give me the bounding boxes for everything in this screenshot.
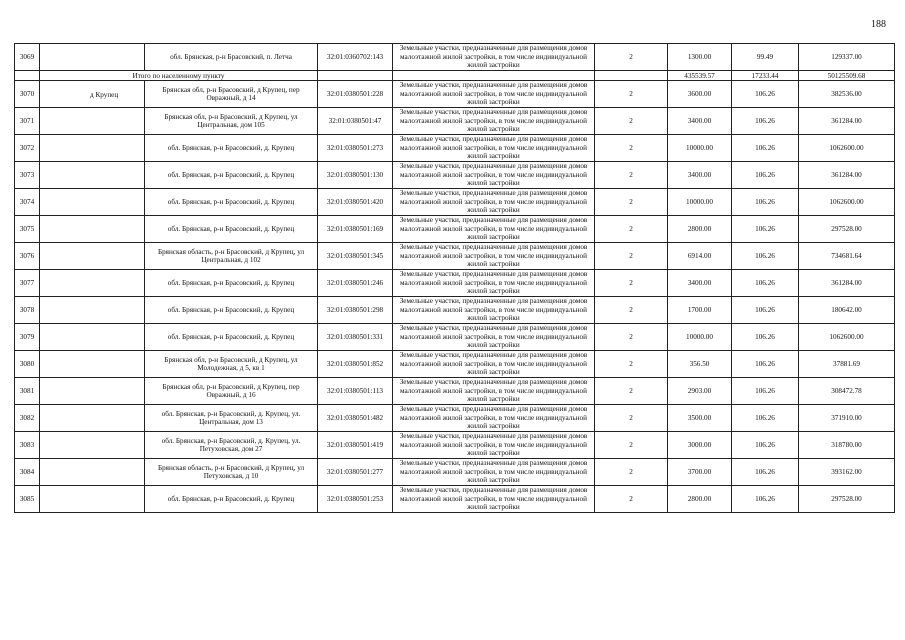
cadastral-number-cell: 32:01:0380501:113	[318, 378, 393, 405]
table-row	[15, 378, 895, 405]
group-cell: 2	[595, 378, 668, 405]
value-cell: 1062600.00	[799, 189, 895, 216]
price-cell: 106.26	[732, 459, 799, 486]
row-number: 3083	[15, 432, 40, 459]
row-number: 3070	[15, 81, 40, 108]
row-number: 3079	[15, 324, 40, 351]
cadastral-number-cell: 32:01:0380501:482	[318, 405, 393, 432]
price-cell: 106.26	[732, 405, 799, 432]
address-cell: Брянская обл, р-н Брасовский, д Крупец, пер Овражный, д 16	[145, 378, 318, 405]
cadastral-number-cell: 32:01:0380501:345	[318, 243, 393, 270]
group-cell: 2	[595, 297, 668, 324]
row-number: 3075	[15, 216, 40, 243]
table-row	[15, 243, 895, 270]
settlement-cell	[40, 297, 145, 324]
area-cell: 3700.00	[668, 459, 732, 486]
purpose-cell: Земельные участки, предназначенные для размещения домов малоэтажной жилой застройки, в том числе индивидуальной жилой застройки	[393, 189, 595, 216]
table-row	[15, 459, 895, 486]
address-cell: Брянская обл, р-н Брасовский, д Крупец, ул Молодежная, д 5, кв 1	[145, 351, 318, 378]
settlement-cell	[40, 108, 145, 135]
page-number: 188	[871, 19, 886, 30]
purpose-cell: Земельные участки, предназначенные для размещения домов малоэтажной жилой застройки, в том числе индивидуальной жилой застройки	[393, 297, 595, 324]
cadastral-number-cell: 32:01:0380501:277	[318, 459, 393, 486]
purpose-cell: Земельные участки, предназначенные для размещения домов малоэтажной жилой застройки, в том числе индивидуальной жилой застройки	[393, 135, 595, 162]
cadastral-number-cell: 32:01:0380501:228	[318, 81, 393, 108]
price-cell: 106.26	[732, 378, 799, 405]
cadastral-number-cell: 32:01:0380501:419	[318, 432, 393, 459]
purpose-cell: Земельные участки, предназначенные для размещения домов малоэтажной жилой застройки, в том числе индивидуальной жилой застройки	[393, 459, 595, 486]
settlement-cell	[40, 324, 145, 351]
address-cell: обл. Брянская, р-н Брасовский, д. Крупец, ул. Центральная, дом 13	[145, 405, 318, 432]
price-cell: 106.26	[732, 135, 799, 162]
group-cell: 2	[595, 189, 668, 216]
row-number: 3069	[15, 44, 40, 71]
group-cell: 2	[595, 405, 668, 432]
settlement-cell	[40, 351, 145, 378]
area-cell: 10000.00	[668, 324, 732, 351]
table-row	[15, 351, 895, 378]
row-number: 3073	[15, 162, 40, 189]
address-cell: Брянская обл, р-н Брасовский, д Крупец, ул Центральная, дом 105	[145, 108, 318, 135]
settlement-cell	[40, 44, 145, 71]
cadastral-number-cell: 32:01:0380501:273	[318, 135, 393, 162]
rows-after-total	[15, 81, 895, 513]
group-cell: 2	[595, 81, 668, 108]
value-cell: 318780.00	[799, 432, 895, 459]
group-cell: 2	[595, 44, 668, 71]
purpose-cell: Земельные участки, предназначенные для размещения домов малоэтажной жилой застройки, в том числе индивидуальной жилой застройки	[393, 216, 595, 243]
address-cell: обл. Брянская, р-н Брасовский, д. Крупец	[145, 135, 318, 162]
purpose-cell: Земельные участки, предназначенные для размещения домов малоэтажной жилой застройки, в том числе индивидуальной жилой застройки	[393, 432, 595, 459]
group-cell: 2	[595, 216, 668, 243]
price-cell: 106.26	[732, 270, 799, 297]
area-cell: 6914.00	[668, 243, 732, 270]
value-cell: 180642.00	[799, 297, 895, 324]
settlement-cell	[40, 405, 145, 432]
cadastral-number-cell: 32:01:0360702:143	[318, 44, 393, 71]
group-cell: 2	[595, 432, 668, 459]
row-number: 3080	[15, 351, 40, 378]
value-cell: 308472.78	[799, 378, 895, 405]
price-cell: 106.26	[732, 108, 799, 135]
table-row	[15, 432, 895, 459]
value-cell: 361284.00	[799, 108, 895, 135]
row-number: 3076	[15, 243, 40, 270]
purpose-cell: Земельные участки, предназначенные для размещения домов малоэтажной жилой застройки, в том числе индивидуальной жилой застройки	[393, 44, 595, 71]
group-cell: 2	[595, 270, 668, 297]
row-number: 3084	[15, 459, 40, 486]
price-cell: 106.26	[732, 189, 799, 216]
price-cell: 106.26	[732, 432, 799, 459]
group-cell: 2	[595, 324, 668, 351]
group-cell: 2	[595, 162, 668, 189]
row-number: 3077	[15, 270, 40, 297]
group-cell: 2	[595, 108, 668, 135]
table-row	[15, 162, 895, 189]
area-cell: 2800.00	[668, 216, 732, 243]
address-cell: обл. Брянская, р-н Брасовский, д. Крупец	[145, 486, 318, 513]
value-cell: 1062600.00	[799, 324, 895, 351]
price-cell: 106.26	[732, 162, 799, 189]
rows-before-total	[15, 44, 895, 71]
address-cell: Брянская область, р-н Брасовский, д Крупец, ул Петуховская, д 10	[145, 459, 318, 486]
table-row	[15, 216, 895, 243]
table-row	[15, 324, 895, 351]
address-cell: обл. Брянская, р-н Брасовский, п. Летча	[145, 44, 318, 71]
settlement-cell	[40, 162, 145, 189]
area-cell: 10000.00	[668, 189, 732, 216]
price-cell: 106.26	[732, 216, 799, 243]
cadastral-number-cell: 32:01:0380501:253	[318, 486, 393, 513]
settlement-cell	[40, 486, 145, 513]
address-cell: Брянская область, р-н Брасовский, д Крупец, ул Центральная, д 102	[145, 243, 318, 270]
area-cell: 2903.00	[668, 378, 732, 405]
purpose-cell: Земельные участки, предназначенные для размещения домов малоэтажной жилой застройки, в том числе индивидуальной жилой застройки	[393, 243, 595, 270]
address-cell: обл. Брянская, р-н Брасовский, д. Крупец	[145, 189, 318, 216]
group-cell: 2	[595, 135, 668, 162]
table-row	[15, 297, 895, 324]
area-cell: 3600.00	[668, 81, 732, 108]
price-cell: 106.26	[732, 324, 799, 351]
area-cell: 10000.00	[668, 135, 732, 162]
group-cell: 2	[595, 459, 668, 486]
cadastral-number-cell: 32:01:0380501:130	[318, 162, 393, 189]
price-cell: 106.26	[732, 486, 799, 513]
purpose-cell: Земельные участки, предназначенные для размещения домов малоэтажной жилой застройки, в том числе индивидуальной жилой застройки	[393, 108, 595, 135]
value-cell: 297528.00	[799, 216, 895, 243]
value-cell: 297528.00	[799, 486, 895, 513]
settlement-cell	[40, 189, 145, 216]
settlement-cell	[40, 135, 145, 162]
area-cell: 3400.00	[668, 162, 732, 189]
land-parcels-table	[14, 43, 895, 513]
cadastral-number-cell: 32:01:0380501:246	[318, 270, 393, 297]
purpose-cell: Земельные участки, предназначенные для размещения домов малоэтажной жилой застройки, в том числе индивидуальной жилой застройки	[393, 81, 595, 108]
group-cell: 2	[595, 486, 668, 513]
address-cell: обл. Брянская, р-н Брасовский, д. Крупец	[145, 216, 318, 243]
address-cell: обл. Брянская, р-н Брасовский, д. Крупец	[145, 324, 318, 351]
address-cell: Брянская обл, р-н Брасовский, д Крупец, пер Овражный, д 14	[145, 81, 318, 108]
group-cell: 2	[595, 243, 668, 270]
table-row	[15, 270, 895, 297]
row-number: 3078	[15, 297, 40, 324]
settlement-cell	[40, 81, 145, 108]
row-number: 3081	[15, 378, 40, 405]
purpose-cell: Земельные участки, предназначенные для размещения домов малоэтажной жилой застройки, в том числе индивидуальной жилой застройки	[393, 270, 595, 297]
purpose-cell: Земельные участки, предназначенные для размещения домов малоэтажной жилой застройки, в том числе индивидуальной жилой застройки	[393, 324, 595, 351]
value-cell: 371910.00	[799, 405, 895, 432]
total-label	[40, 71, 318, 81]
row-number: 3074	[15, 189, 40, 216]
cadastral-number-cell: 32:01:0380501:298	[318, 297, 393, 324]
value-cell: 1062600.00	[799, 135, 895, 162]
settlement-cell	[40, 216, 145, 243]
area-cell: 3400.00	[668, 270, 732, 297]
group-cell: 2	[595, 351, 668, 378]
table-row	[15, 81, 895, 108]
value-cell: 129337.00	[799, 44, 895, 71]
settlement-cell	[40, 243, 145, 270]
value-cell: 361284.00	[799, 162, 895, 189]
area-cell: 1700.00	[668, 297, 732, 324]
total-row	[15, 71, 895, 81]
address-cell: обл. Брянская, р-н Брасовский, д. Крупец	[145, 270, 318, 297]
total-label-text: Итого по населенному пункту	[132, 71, 225, 80]
value-cell: 393162.00	[799, 459, 895, 486]
price-cell: 106.26	[732, 243, 799, 270]
purpose-cell: Земельные участки, предназначенные для размещения домов малоэтажной жилой застройки, в том числе индивидуальной жилой застройки	[393, 351, 595, 378]
table-row	[15, 486, 895, 513]
value-cell: 361284.00	[799, 270, 895, 297]
purpose-cell: Земельные участки, предназначенные для размещения домов малоэтажной жилой застройки, в том числе индивидуальной жилой застройки	[393, 162, 595, 189]
address-cell: обл. Брянская, р-н Брасовский, д. Крупец	[145, 297, 318, 324]
row-number: 3072	[15, 135, 40, 162]
area-cell: 3500.00	[668, 405, 732, 432]
cadastral-number-cell: 32:01:0380501:852	[318, 351, 393, 378]
area-cell: 2800.00	[668, 486, 732, 513]
settlement-total-section	[15, 71, 895, 81]
purpose-cell: Земельные участки, предназначенные для размещения домов малоэтажной жилой застройки, в том числе индивидуальной жилой застройки	[393, 378, 595, 405]
table-row	[15, 189, 895, 216]
area-cell: 1300.00	[668, 44, 732, 71]
table-row	[15, 405, 895, 432]
row-number: 3082	[15, 405, 40, 432]
cadastral-number-cell: 32:01:0380501:331	[318, 324, 393, 351]
total-price: 17233.44	[732, 71, 799, 81]
price-cell: 106.26	[732, 351, 799, 378]
settlement-cell	[40, 432, 145, 459]
value-cell: 382536.00	[799, 81, 895, 108]
row-number: 3071	[15, 108, 40, 135]
total-value: 50125509.68	[799, 71, 895, 81]
total-area: 435539.57	[668, 71, 732, 81]
cadastral-number-cell: 32:01:0380501:420	[318, 189, 393, 216]
settlement-cell	[40, 459, 145, 486]
cadastral-number-cell: 32:01:0380501:47	[318, 108, 393, 135]
value-cell: 734681.64	[799, 243, 895, 270]
table-row	[15, 44, 895, 71]
settlement-cell	[40, 378, 145, 405]
purpose-cell: Земельные участки, предназначенные для размещения домов малоэтажной жилой застройки, в том числе индивидуальной жилой застройки	[393, 405, 595, 432]
purpose-cell: Земельные участки, предназначенные для размещения домов малоэтажной жилой застройки, в том числе индивидуальной жилой застройки	[393, 486, 595, 513]
price-cell: 106.26	[732, 297, 799, 324]
price-cell: 106.26	[732, 81, 799, 108]
area-cell: 3400.00	[668, 108, 732, 135]
value-cell: 37881.69	[799, 351, 895, 378]
row-number: 3085	[15, 486, 40, 513]
table-row	[15, 108, 895, 135]
cadastral-number-cell: 32:01:0380501:169	[318, 216, 393, 243]
table-row	[15, 135, 895, 162]
address-cell: обл. Брянская, р-н Брасовский, д. Крупец, ул. Петуховская, дом 27	[145, 432, 318, 459]
settlement-cell	[40, 270, 145, 297]
area-cell: 356.50	[668, 351, 732, 378]
settlement-name: д Крупец	[90, 91, 119, 99]
address-cell: обл. Брянская, р-н Брасовский, д. Крупец	[145, 162, 318, 189]
area-cell: 3000.00	[668, 432, 732, 459]
price-cell: 99.49	[732, 44, 799, 71]
